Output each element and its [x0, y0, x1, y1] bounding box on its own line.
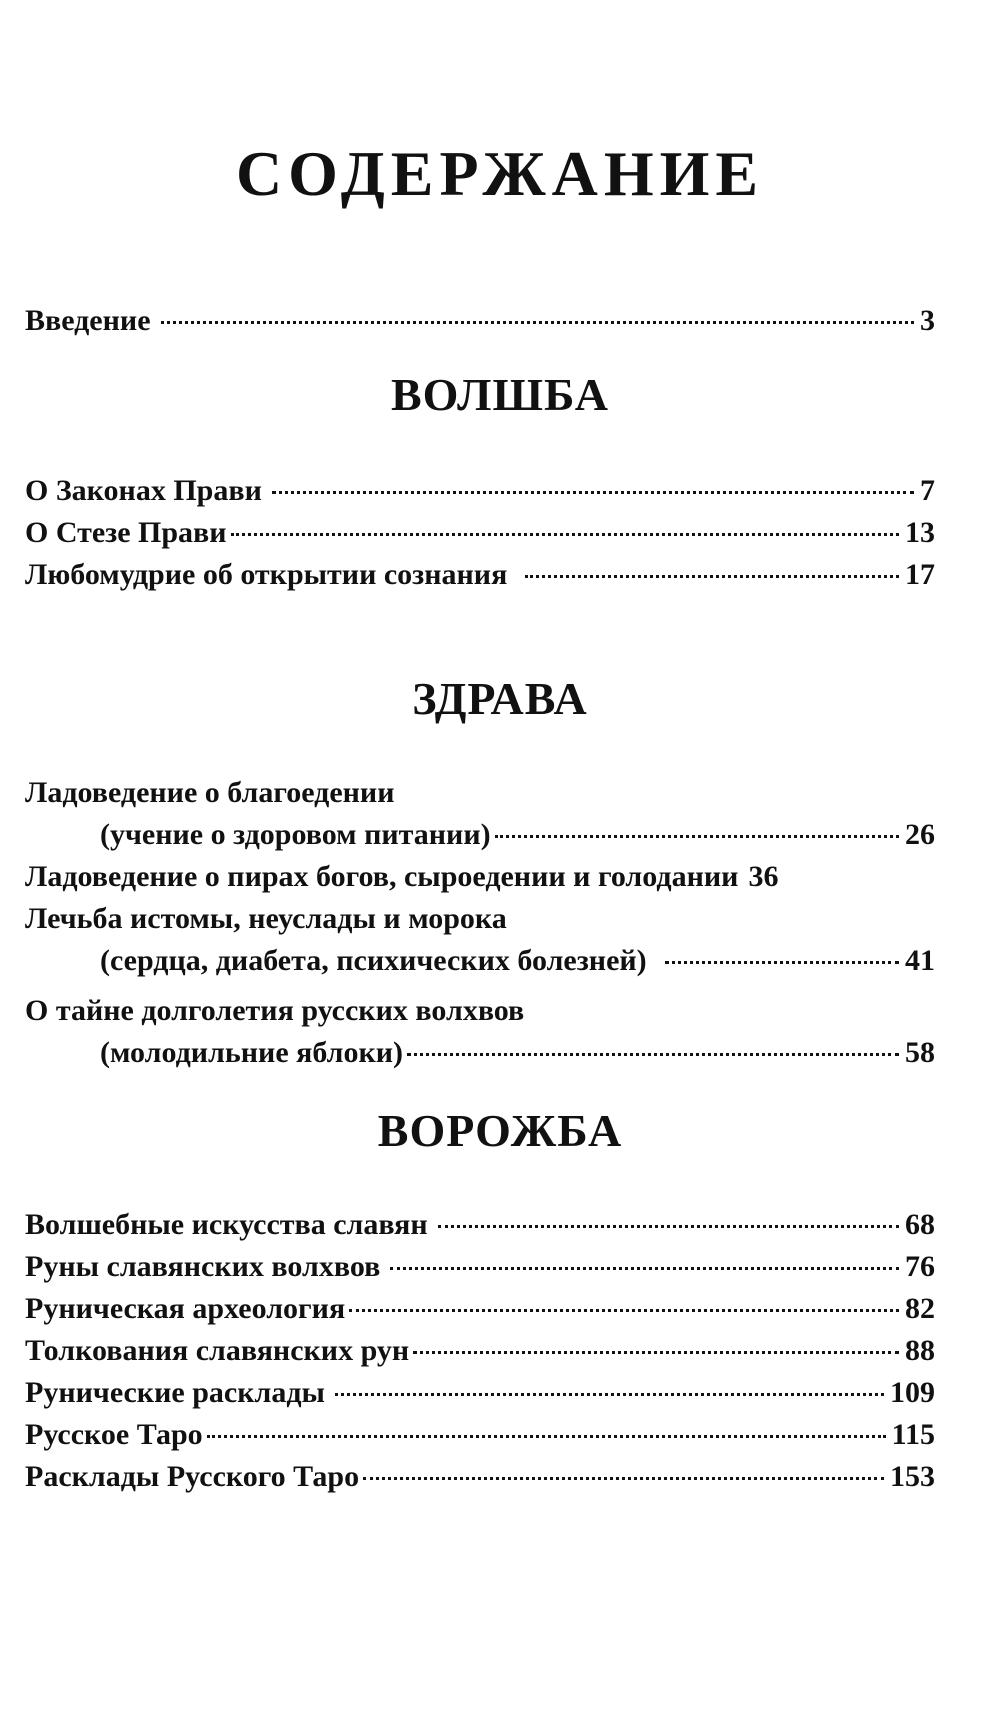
- dot-leader: [413, 1351, 899, 1354]
- toc-entry-page: 26: [905, 818, 935, 851]
- section-heading-vorozhba: ВОРОЖБА: [377, 1105, 623, 1156]
- toc-entry-label: Руны славянских волхвов: [25, 1250, 381, 1283]
- toc-entry-label: Волшебные искусства славян: [25, 1208, 428, 1241]
- toc-entry-page: 109: [890, 1376, 935, 1409]
- toc-entry-label: Ладоведение о пирах богов, сыроедении и голодании: [25, 860, 739, 893]
- toc-entry[interactable]: [100, 1032, 935, 1074]
- toc-entry[interactable]: [25, 1330, 935, 1372]
- dot-leader: [665, 961, 899, 964]
- toc-entry-label: Введение: [25, 304, 151, 337]
- toc-entry[interactable]: [25, 512, 935, 554]
- toc-entry-label[interactable]: О тайне долголетия русских волхвов: [25, 994, 525, 1027]
- toc-entry-page: 41: [905, 944, 935, 977]
- toc-entry-page: 36: [748, 860, 779, 893]
- toc-entry-label: Русское Таро: [25, 1418, 203, 1451]
- dot-leader: [390, 1267, 899, 1270]
- dot-leader: [272, 491, 914, 494]
- toc-entry-page: 17: [905, 558, 935, 591]
- toc-entry[interactable]: [100, 940, 935, 982]
- toc-entry-sublabel: (учение о здоровом питании): [100, 818, 491, 851]
- toc-entry-sublabel: (сердца, диабета, психических болезней): [100, 944, 647, 977]
- dot-leader: [407, 1053, 899, 1056]
- toc-entry-page: 115: [891, 1418, 935, 1451]
- dot-leader: [207, 1435, 886, 1438]
- toc-entry[interactable]: [25, 856, 935, 898]
- toc-entry-label[interactable]: Лечьба истомы, неуслады и морока: [25, 902, 507, 935]
- toc-entry-page: 7: [920, 474, 935, 507]
- toc-entry[interactable]: [25, 554, 935, 596]
- dot-leader: [363, 1477, 884, 1480]
- page-title: СОДЕРЖАНИЕ: [235, 138, 765, 209]
- toc-entry[interactable]: [25, 1204, 935, 1246]
- toc-entry-page: 3: [920, 304, 935, 337]
- toc-entry-page: 68: [905, 1208, 935, 1241]
- dot-leader: [438, 1225, 899, 1228]
- toc-entry-introduction[interactable]: [25, 300, 935, 342]
- toc-entry-page: 82: [905, 1292, 935, 1325]
- toc-entry[interactable]: [25, 1246, 935, 1288]
- toc-entry-label: Рунические расклады: [25, 1376, 325, 1409]
- toc-entry[interactable]: [100, 814, 935, 856]
- toc-entry-page: 88: [905, 1334, 935, 1367]
- toc-entry-label: Толкования славянских рун: [25, 1334, 410, 1367]
- dot-leader: [161, 321, 914, 324]
- dot-leader: [349, 1309, 899, 1312]
- toc-entry[interactable]: [25, 1372, 935, 1414]
- dot-leader: [231, 533, 899, 536]
- toc-entry[interactable]: [25, 1456, 935, 1498]
- toc-entry-label: О Стезе Прави: [25, 516, 227, 549]
- toc-entry[interactable]: [25, 1414, 935, 1456]
- dot-leader: [335, 1393, 884, 1396]
- toc-entry-label: Расклады Русского Таро: [25, 1460, 360, 1493]
- toc-entry-sublabel: (молодильние яблоки): [100, 1036, 404, 1069]
- dot-leader: [495, 835, 899, 838]
- toc-entry-label: Руническая археология: [25, 1292, 346, 1325]
- toc-entry-label: Любомудрие об открытии сознания: [25, 558, 508, 591]
- toc-entry-page: 76: [905, 1250, 935, 1283]
- section-heading-zdrava: ЗДРАВА: [412, 673, 588, 724]
- toc-entry[interactable]: [25, 470, 935, 512]
- toc-entry-label[interactable]: Ладоведение о благоедении: [25, 776, 395, 809]
- toc-entry-page: 13: [905, 516, 935, 549]
- section-heading-volshba: ВОЛШБА: [391, 369, 609, 420]
- toc-entry-label: О Законах Прави: [25, 474, 262, 507]
- toc-entry-page: 58: [905, 1036, 935, 1069]
- dot-leader: [525, 575, 899, 578]
- toc-entry-page: 153: [890, 1460, 935, 1493]
- toc-entry[interactable]: [25, 1288, 935, 1330]
